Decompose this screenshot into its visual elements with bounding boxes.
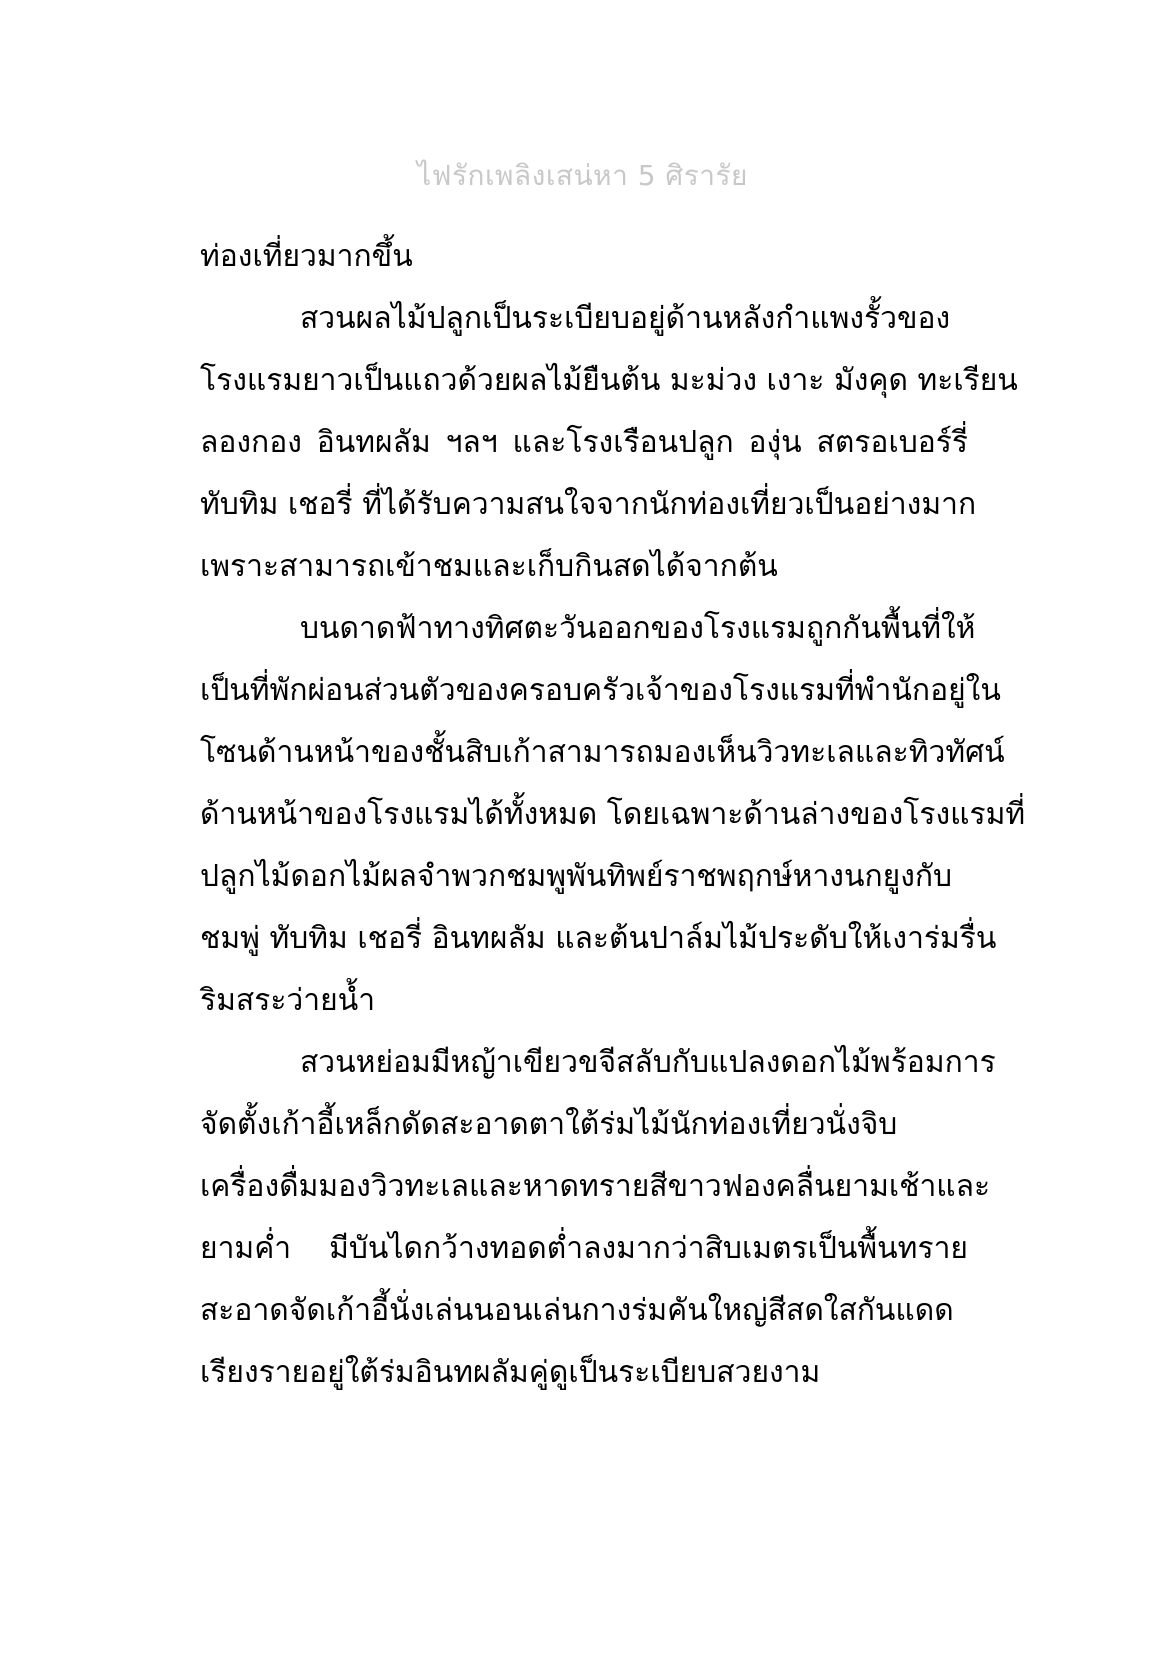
text-line: บนดาดฟ้าทางทิศตะวันออกของโรงแรมถูกกันพื้นที่ให้ [300, 611, 976, 646]
paragraph [200, 598, 1026, 1032]
text-line: ยามค่ำ มีบันไดกว้างทอดต่ำลงมากว่าสิบเมตรเป็นพื้นทราย [200, 1231, 968, 1266]
text-line: เพราะสามารถเข้าชมและเก็บกินสดได้จากต้น [200, 549, 778, 584]
text-line: เครื่องดื่มมองวิวทะเลและหาดทรายสีขาวฟองคลื่นยามเช้าและ [200, 1169, 991, 1204]
text-line: สวนผลไม้ปลูกเป็นระเบียบอยู่ด้านหลังกำแพงรั้วของ [300, 301, 951, 336]
text-line: เรียงรายอยู่ใต้ร่มอินทผลัมคู่ดูเป็นระเบียบสวยงาม [200, 1355, 821, 1390]
paragraph [200, 226, 968, 288]
text-line: ทับทิม เชอรี่ ที่ได้รับความสนใจจากนักท่องเที่ยวเป็นอย่างมาก [200, 487, 977, 522]
text-line: โรงแรมยาวเป็นแถวด้วยผลไม้ยืนต้น มะม่วง เงาะ มังคุด ทะเรียน [200, 363, 1018, 398]
text-line: สะอาดจัดเก้าอี้นั่งเล่นนอนเล่นกางร่มคันใหญ่สีสดใสกันแดด [200, 1293, 954, 1328]
text-line: สวนหย่อมมีหญ้าเขียวขจีสลับกับแปลงดอกไม้พร้อมการ [300, 1045, 996, 1080]
running-header: ไฟรักเพลิงเสน่หา 5 ศิรารัย [417, 159, 748, 192]
text-line: ชมพู่ ทับทิม เชอรี่ อินทผลัม และต้นปาล์มไม้ประดับให้เงาร่มรื่น [200, 921, 997, 956]
body-text [200, 226, 1026, 1404]
paragraph [200, 288, 1018, 598]
text-line: ลองกอง อินทผลัม ฯลฯ และโรงเรือนปลูก องุ่น สตรอเบอร์รี่ [200, 425, 968, 460]
text-line: ริมสระว่ายน้ำ [200, 983, 376, 1018]
text-line: ท่องเที่ยวมากขึ้น [200, 239, 413, 274]
text-line: โซนด้านหน้าของชั้นสิบเก้าสามารถมองเห็นวิวทะเลและทิวทัศน์ [200, 735, 1005, 770]
text-line: ปลูกไม้ดอกไม้ผลจำพวกชมพูพันทิพย์ราชพฤกษ์หางนกยูงกับ [200, 859, 953, 894]
text-line: ด้านหน้าของโรงแรมได้ทั้งหมด โดยเฉพาะด้านล่างของโรงแรมที่ [200, 797, 1026, 832]
paragraph [200, 1032, 996, 1404]
text-line: เป็นที่พักผ่อนส่วนตัวของครอบครัวเจ้าของโรงแรมที่พำนักอยู่ใน [200, 673, 1001, 708]
text-line: จัดตั้งเก้าอี้เหล็กดัดสะอาดตาใต้ร่มไม้นักท่องเที่ยวนั่งจิบ [200, 1107, 898, 1142]
